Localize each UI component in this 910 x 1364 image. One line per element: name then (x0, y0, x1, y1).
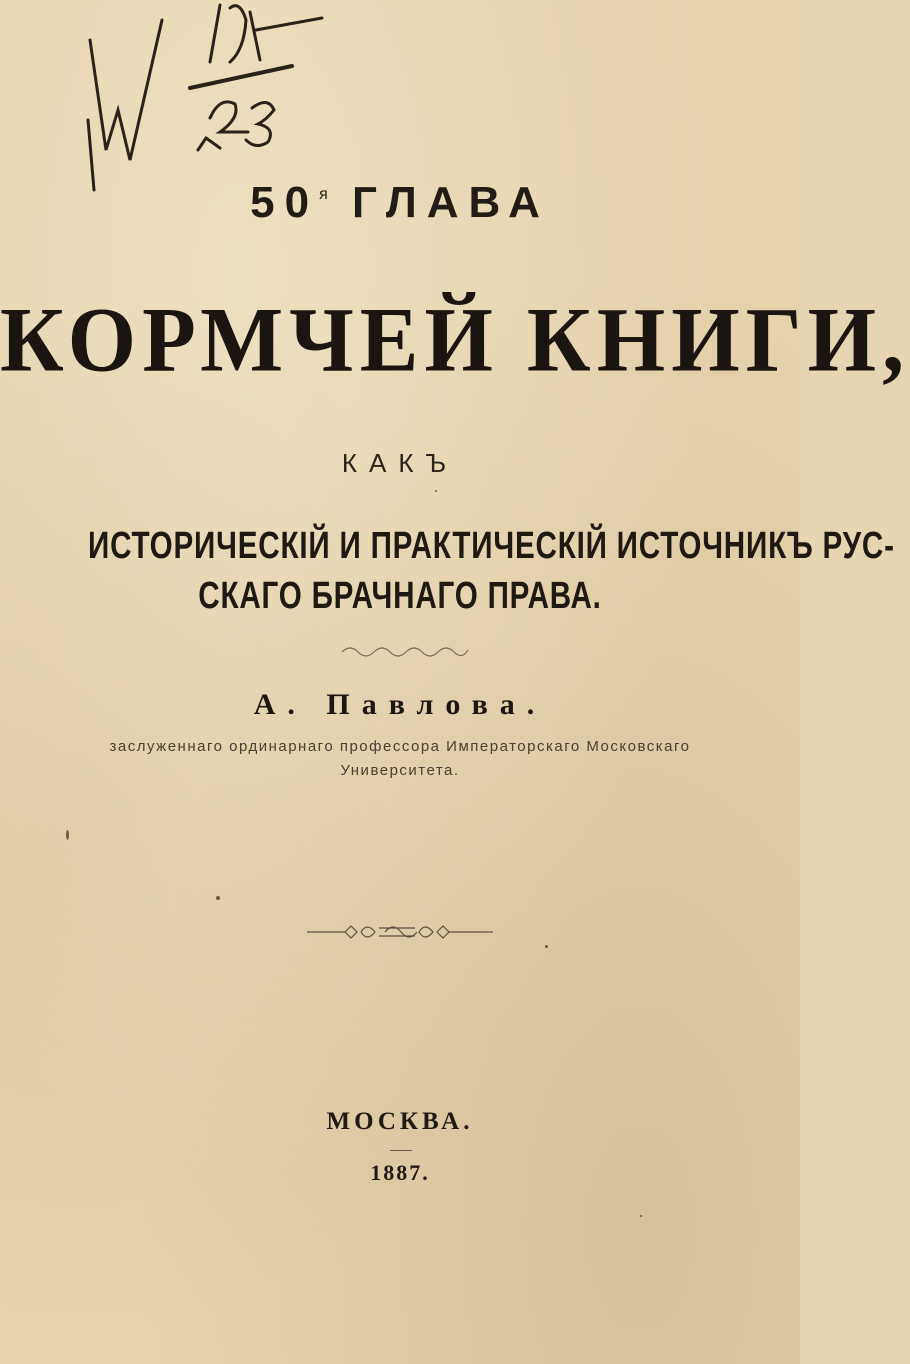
handwritten-shelfmark (70, 0, 340, 200)
decorative-ornament (305, 920, 495, 944)
subtitle-line-1: ИСТОРИЧЕСКІЙ И ПРАКТИЧЕСКІЙ ИСТОЧНИКЪ РУС- (88, 525, 895, 567)
book-title: КОРМЧЕЙ КНИГИ, (0, 289, 910, 392)
paper-speck (545, 945, 548, 948)
chapter-ordinal-suffix: я (319, 186, 330, 203)
chapter-word: ГЛАВА (352, 178, 550, 227)
paper-speck (216, 896, 220, 900)
imprint-city: МОСКВА. (326, 1108, 474, 1135)
paper-speck (435, 490, 437, 492)
paper-speck (66, 830, 69, 840)
author-credentials-line-2: Университета. (340, 762, 460, 779)
author-credentials-line-1: заслуженнаго ординарнаго профессора Императорскаго Московскаго (109, 738, 691, 755)
author-name: А. Павлова. (253, 688, 547, 721)
imprint-year: 1887. (370, 1160, 430, 1185)
imprint-divider (390, 1150, 412, 1151)
paper-speck (640, 1215, 642, 1217)
conjunction-text: КАКЪ (341, 448, 459, 478)
chapter-number: 50 (250, 178, 320, 227)
chapter-heading (0, 178, 800, 228)
decorative-rule-top (340, 640, 470, 660)
subtitle-line-2: СКАГО БРАЧНАГО ПРАВА. (198, 575, 602, 617)
